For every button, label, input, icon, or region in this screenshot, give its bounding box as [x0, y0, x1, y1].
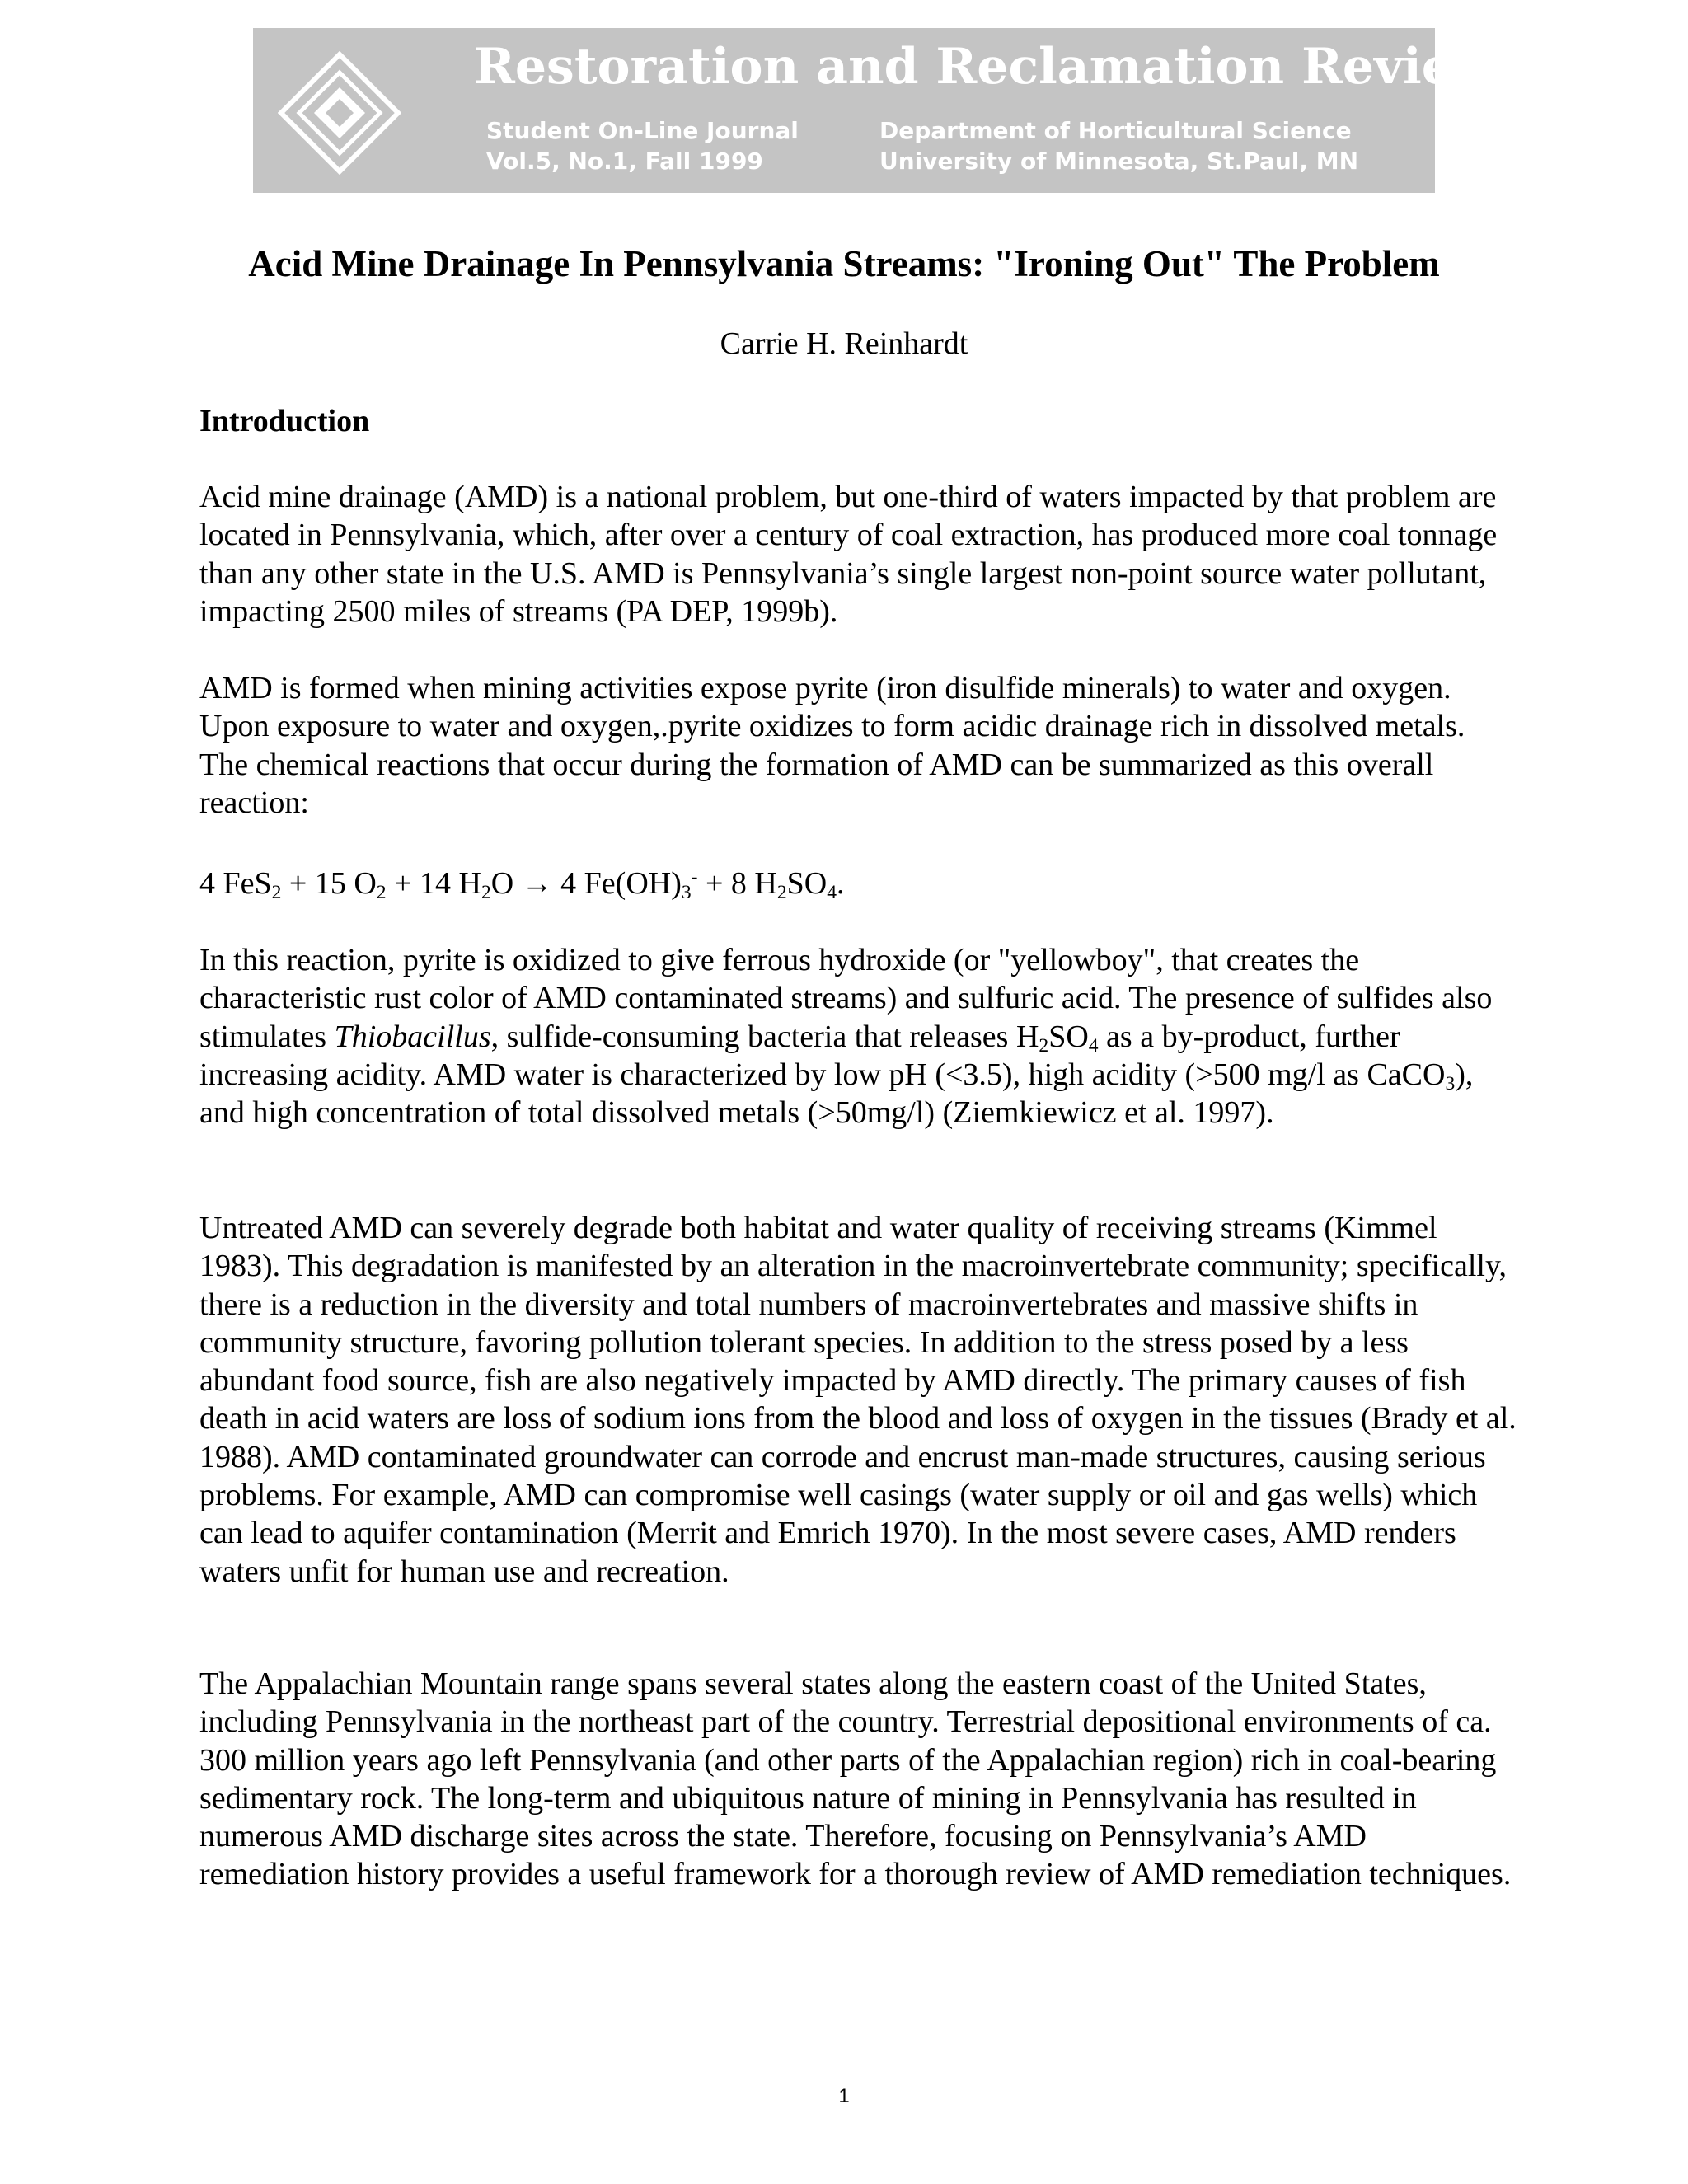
paragraph-text: In this reaction, pyrite is oxidized to give ferrous hydroxide (or "yellowboy", that creates the characteristic rust color of AMD contaminated streams) and sulfuric acid. The presence of sulfides also stimulates [199, 943, 1493, 1054]
page-number: 1 [838, 2085, 850, 2107]
journal-issue-info [486, 115, 799, 176]
journal-banner [253, 28, 1496, 193]
equation-part: . [837, 866, 845, 901]
paragraph-3 [199, 941, 1518, 1132]
journal-type-label: Student On-Line Journal [486, 117, 799, 144]
equation-subscript: 2 [376, 881, 387, 903]
paragraph-1: Acid mine drainage (AMD) is a national problem, but one-third of waters impacted by that problem are located in Pennsylvania, which, after over a century of coal extraction, has produced more coal tonnage than any other state in the U.S. AMD is Pennsylvania’s single largest non-point source water pollutant, impacting 2500 miles of streams (PA DEP, 1999b). [199, 480, 1498, 629]
article-author: Carrie H. Reinhardt [720, 326, 968, 361]
paragraph-5: The Appalachian Mountain range spans several states along the eastern coast of the United States, including Pennsylvania in the northeast part of the country. Terrestrial depositional environments of ca. 300 million years ago left Pennsylvania (and other parts of the Appalachian region) rich in coal-bearing sedimentary rock. The long-term and ubiquitous nature of mining in Pennsylvania has resulted in numerous AMD discharge sites across the state. Therefore, focusing on Pennsylvania’s AMD remediation history provides a useful framework for a thorough review of AMD remediation techniques. [199, 1666, 1512, 1892]
equation-subscript: 4 [827, 881, 837, 903]
equation-part: 4 FeS [199, 866, 272, 901]
equation-part: O → 4 Fe(OH) [490, 866, 682, 901]
equation-part: SO [786, 866, 828, 901]
journal-affiliation [879, 115, 1358, 176]
paragraph-4: Untreated AMD can severely degrade both habitat and water quality of receiving streams (Kimmel 1983). This degradation is manifested by an alteration in the macroinvertebrate community; specifically, there is a reduction in the diversity and total numbers of macroinvertebrates and massive shifts in community structure, favoring pollution tolerant species. In addition to the stress posed by a less abundant food source, fish are also negatively impacted by AMD directly. The primary causes of fish death in acid waters are loss of sodium ions from the blood and loss of oxygen in the tissues (Brady et al. 1988). AMD contaminated groundwater can corrode and encrust man-made structures, causing serious problems. For example, AMD can compromise well casings (water supply or oil and gas wells) which can lead to aquifer contamination (Merrit and Emrich 1970). In the most severe cases, AMD renders waters unfit for human use and recreation. [199, 1211, 1517, 1589]
paragraph-text: , sulfide-consuming bacteria that releases H [490, 1019, 1039, 1054]
paragraph-2: AMD is formed when mining activities expose pyrite (iron disulfide minerals) to water and oxygen. Upon exposure to water and oxygen,.pyrite oxidizes to form acidic drainage rich in dissolved metals. The chemical reactions that occur during the formation of AMD can be summarized as this overall reaction: [199, 671, 1465, 820]
formula-subscript: 4 [1088, 1034, 1099, 1057]
department-label: Department of Horticultural Science [879, 117, 1352, 144]
university-label: University of Minnesota, St.Paul, MN [879, 148, 1359, 175]
paragraph-text: as a by-product, further increasing acidity. AMD water is characterized by low pH (<3.5), high acidity (>500 mg/l as CaCO [199, 1019, 1446, 1092]
paragraph-text: SO [1048, 1019, 1089, 1054]
equation-part: + 8 H [697, 866, 777, 901]
article-title: Acid Mine Drainage In Pennsylvania Streams: "Ironing Out" The Problem [248, 243, 1440, 284]
journal-volume-label: Vol.5, No.1, Fall 1999 [486, 148, 763, 175]
equation-subscript: 2 [271, 881, 282, 903]
section-heading: Introduction [199, 404, 370, 438]
paragraph-text: ), and high concentration of total dissolved metals (>50mg/l) (Ziemkiewicz et al. 1997). [199, 1057, 1474, 1131]
chemical-equation [199, 865, 1518, 902]
equation-subscript: 2 [776, 881, 787, 903]
formula-subscript: 3 [1445, 1072, 1456, 1094]
equation-part: + 14 H [386, 866, 481, 901]
equation-part: + 15 O [281, 866, 377, 901]
journal-title: Restoration and Reclamation Review [474, 38, 1496, 96]
equation-subscript: 2 [481, 881, 491, 903]
equation-superscript: - [691, 866, 698, 888]
diamond-logo-icon [278, 51, 401, 175]
genus-name: Thiobacillus [334, 1019, 491, 1054]
equation-subscript: 3 [681, 881, 692, 903]
formula-subscript: 2 [1039, 1034, 1049, 1057]
